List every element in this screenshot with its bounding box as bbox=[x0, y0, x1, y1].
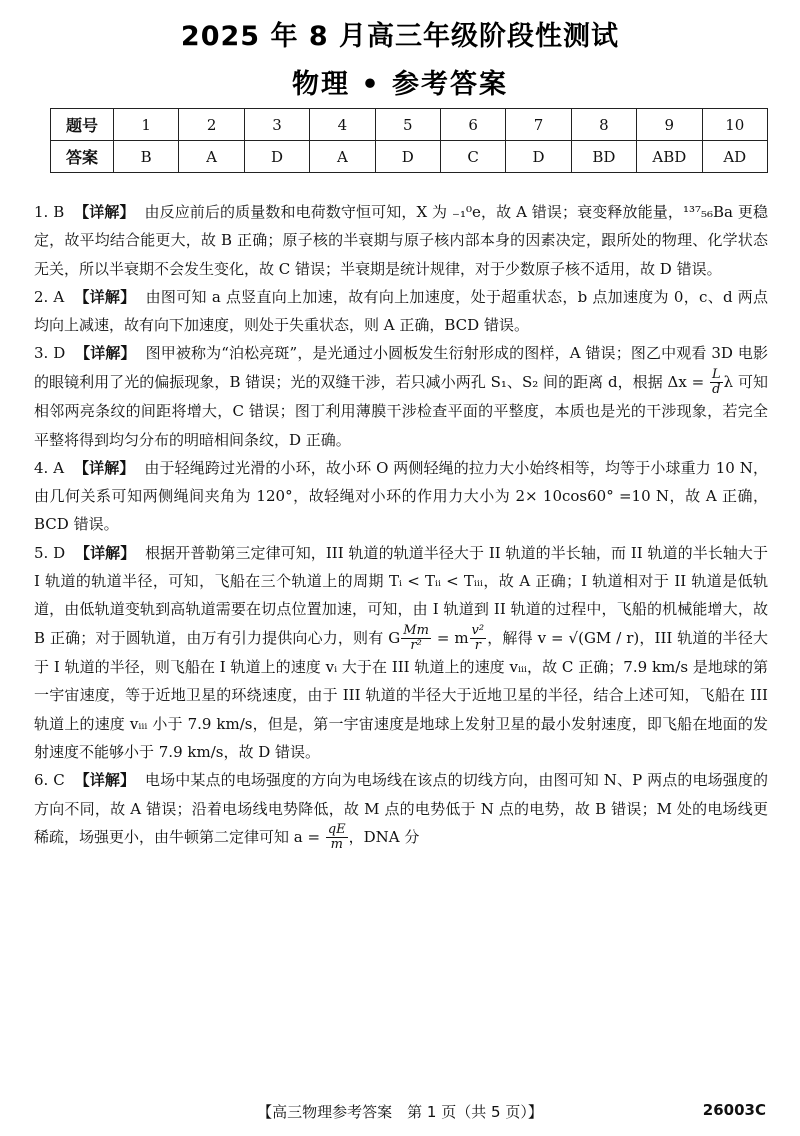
item-text: = m bbox=[431, 628, 469, 647]
fraction-qe-over-m bbox=[326, 823, 348, 852]
row-label-answer: 答案 bbox=[51, 141, 114, 173]
page-footer bbox=[0, 1101, 800, 1125]
fraction-numerator: L bbox=[712, 367, 721, 383]
explanation-item-4 bbox=[34, 454, 768, 539]
question-number: 2 bbox=[179, 109, 244, 141]
detail-tag: 【详解】 bbox=[74, 203, 135, 221]
answer-cell: B bbox=[114, 141, 179, 173]
answer-cell: D bbox=[244, 141, 309, 173]
item-text: ，解得 v = √(GM / r)，III 轨道的半径大于 I 轨道的半径，则飞船在 I 轨道上的速度 vᵢ 大于在 III 轨道上的速度 vᵢᵢᵢ，故 C 正确；7.9 km/s 是地球的第一宇宙速度，等于近地卫星的环绕速度，由于 III 轨道的半径大于近地卫星的半径，结合上述可知，飞船在 III 轨道上的速度 vᵢᵢᵢ 小于 7.9 km/s，但是，第一宇宙速度是地球上发射卫星的最小发射速度，即飞船在地面的发射速度不能够小于 7.9 km/s，故 D 错误。 bbox=[34, 628, 768, 762]
item-answer: A bbox=[53, 458, 65, 477]
detail-tag: 【详解】 bbox=[74, 771, 136, 790]
question-number: 7 bbox=[506, 109, 571, 141]
item-text: 根据开普勒第三定律可知，III 轨道的轨道半径大于 II 轨道的半长轴，而 II 轨道的半长轴大于 I 轨道的轨道半径，可知，飞船在三个轨道上的周期 Tᵢ < Tᵢᵢ < Tᵢᵢᵢ，故 A 正确；I 轨道相对于 II 轨道是低轨道，由低轨道变轨到高轨道需要在切点位置加速，可知，由 I 轨道到 II 轨道的过程中，飞船的机械能增大，故 B 正确；对于圆轨道，由万有引力提供向心力，则有 G bbox=[34, 543, 768, 647]
answer-cell: BD bbox=[571, 141, 636, 173]
explanations bbox=[34, 198, 768, 852]
item-number: 3. bbox=[34, 344, 49, 363]
answer-cell: D bbox=[506, 141, 571, 173]
question-number-row bbox=[51, 109, 768, 141]
detail-tag: 【详解】 bbox=[75, 543, 136, 562]
explanation-item-5 bbox=[34, 539, 768, 767]
fraction-numerator: v² bbox=[471, 623, 485, 639]
fraction-denominator: m bbox=[330, 837, 343, 853]
question-number: 9 bbox=[637, 109, 702, 141]
detail-tag: 【详解】 bbox=[74, 287, 136, 306]
item-text: λ 可知相邻两亮条纹的间距将增大，C 错误；图丁利用薄膜干涉检查平面的平整度，本质也是光的干涉现象，若完全平整将得到均匀分布的明暗相间条纹，D 正确。 bbox=[34, 372, 768, 449]
item-text: 图甲被称为“泊松亮斑”，是光通过小圆板发生衍射形成的图样，A 错误；图乙中观看 3D 电影的眼镜利用了光的偏振现象，B 错误；光的双缝干涉，若只减小两孔 S₁、S₂ 间的距离 d，根据 Δx = bbox=[34, 344, 768, 391]
item-answer: B bbox=[53, 203, 65, 221]
fraction-mm-over-r2 bbox=[401, 624, 431, 653]
explanation-item-6 bbox=[34, 766, 768, 852]
item-answer: A bbox=[53, 287, 65, 306]
detail-tag: 【详解】 bbox=[75, 344, 136, 363]
fraction-denominator: r² bbox=[410, 638, 422, 654]
question-number: 1 bbox=[114, 109, 179, 141]
question-number: 6 bbox=[440, 109, 505, 141]
answer-cell: C bbox=[440, 141, 505, 173]
item-number: 2. bbox=[34, 287, 49, 306]
answer-cell: D bbox=[375, 141, 440, 173]
fraction-denominator: d bbox=[712, 382, 721, 398]
item-answer: D bbox=[53, 344, 66, 363]
answer-cell: AD bbox=[702, 141, 767, 173]
answer-cell: A bbox=[310, 141, 375, 173]
item-number: 4. bbox=[34, 458, 49, 477]
item-answer: D bbox=[53, 543, 66, 562]
footer-page-info: 【高三物理参考答案 第 1 页（共 5 页）】 bbox=[257, 1103, 543, 1121]
question-number: 8 bbox=[571, 109, 636, 141]
explanation-item-2 bbox=[34, 283, 768, 340]
item-answer: C bbox=[53, 771, 65, 790]
question-number: 5 bbox=[375, 109, 440, 141]
fraction-denominator: r bbox=[474, 638, 481, 654]
item-text: 电场中某点的电场强度的方向为电场线在该点的切线方向，由图可知 N、P 两点的电场强度的方向不同，故 A 错误；沿着电场线电势降低，故 M 点的电势低于 N 点的电势，故 B 错误；M 处的电场线更稀疏，场强更小，由牛顿第二定律可知 a = bbox=[34, 771, 768, 846]
item-text: 由于轻绳跨过光滑的小环，故小环 O 两侧轻绳的拉力大小始终相等，均等于小球重力 10 N，由几何关系可知两侧绳间夹角为 120°，故轻绳对小环的作用力大小为 2× 10cos60° =10 N，故 A 正确，BCD 错误。 bbox=[34, 458, 768, 534]
item-number: 6. bbox=[34, 771, 49, 790]
explanation-item-1 bbox=[34, 198, 768, 283]
answer-cell: ABD bbox=[637, 141, 702, 173]
explanation-item-3 bbox=[34, 339, 768, 453]
question-number: 3 bbox=[244, 109, 309, 141]
item-number: 5. bbox=[34, 543, 49, 562]
detail-tag: 【详解】 bbox=[73, 458, 135, 477]
item-text: ，DNA 分 bbox=[348, 827, 420, 846]
fraction-numerator: qE bbox=[327, 822, 346, 838]
page-subtitle: 物理 • 参考答案 bbox=[291, 69, 509, 100]
item-text: 由图可知 a 点竖直向上加速，故有向上加速度，处于超重状态，b 点加速度为 0，c、d 两点均向上减速，故有向下加速度，则处于失重状态，则 A 正确，BCD 错误。 bbox=[34, 287, 768, 335]
page-title: 2025 年 8 月高三年级阶段性测试 bbox=[180, 21, 620, 52]
item-text: 由反应前后的质量数和电荷数守恒可知，X 为 ₋₁⁰e，故 A 错误；衰变释放能量，¹³⁷₅₆Ba 更稳定，故平均结合能更大，故 B 正确；原子核的半衰期与原子核内部本身的因素决定，跟所处的物理、化学状态无关，所以半衰期不会发生变化，故 C 错误；半衰期是统计规律，对于少数原子核不适用，故 D 错误。 bbox=[34, 203, 768, 278]
question-number: 10 bbox=[702, 109, 767, 141]
question-number: 4 bbox=[310, 109, 375, 141]
fraction-numerator: Mm bbox=[403, 623, 429, 639]
item-number: 1. bbox=[34, 203, 49, 221]
answer-cell: A bbox=[179, 141, 244, 173]
fraction-v2-over-r bbox=[470, 624, 487, 653]
row-label-number: 题号 bbox=[51, 109, 114, 141]
fraction-l-over-d bbox=[710, 368, 723, 397]
answer-row bbox=[51, 141, 768, 173]
footer-code: 26003C bbox=[702, 1101, 766, 1119]
answer-table bbox=[50, 108, 768, 173]
